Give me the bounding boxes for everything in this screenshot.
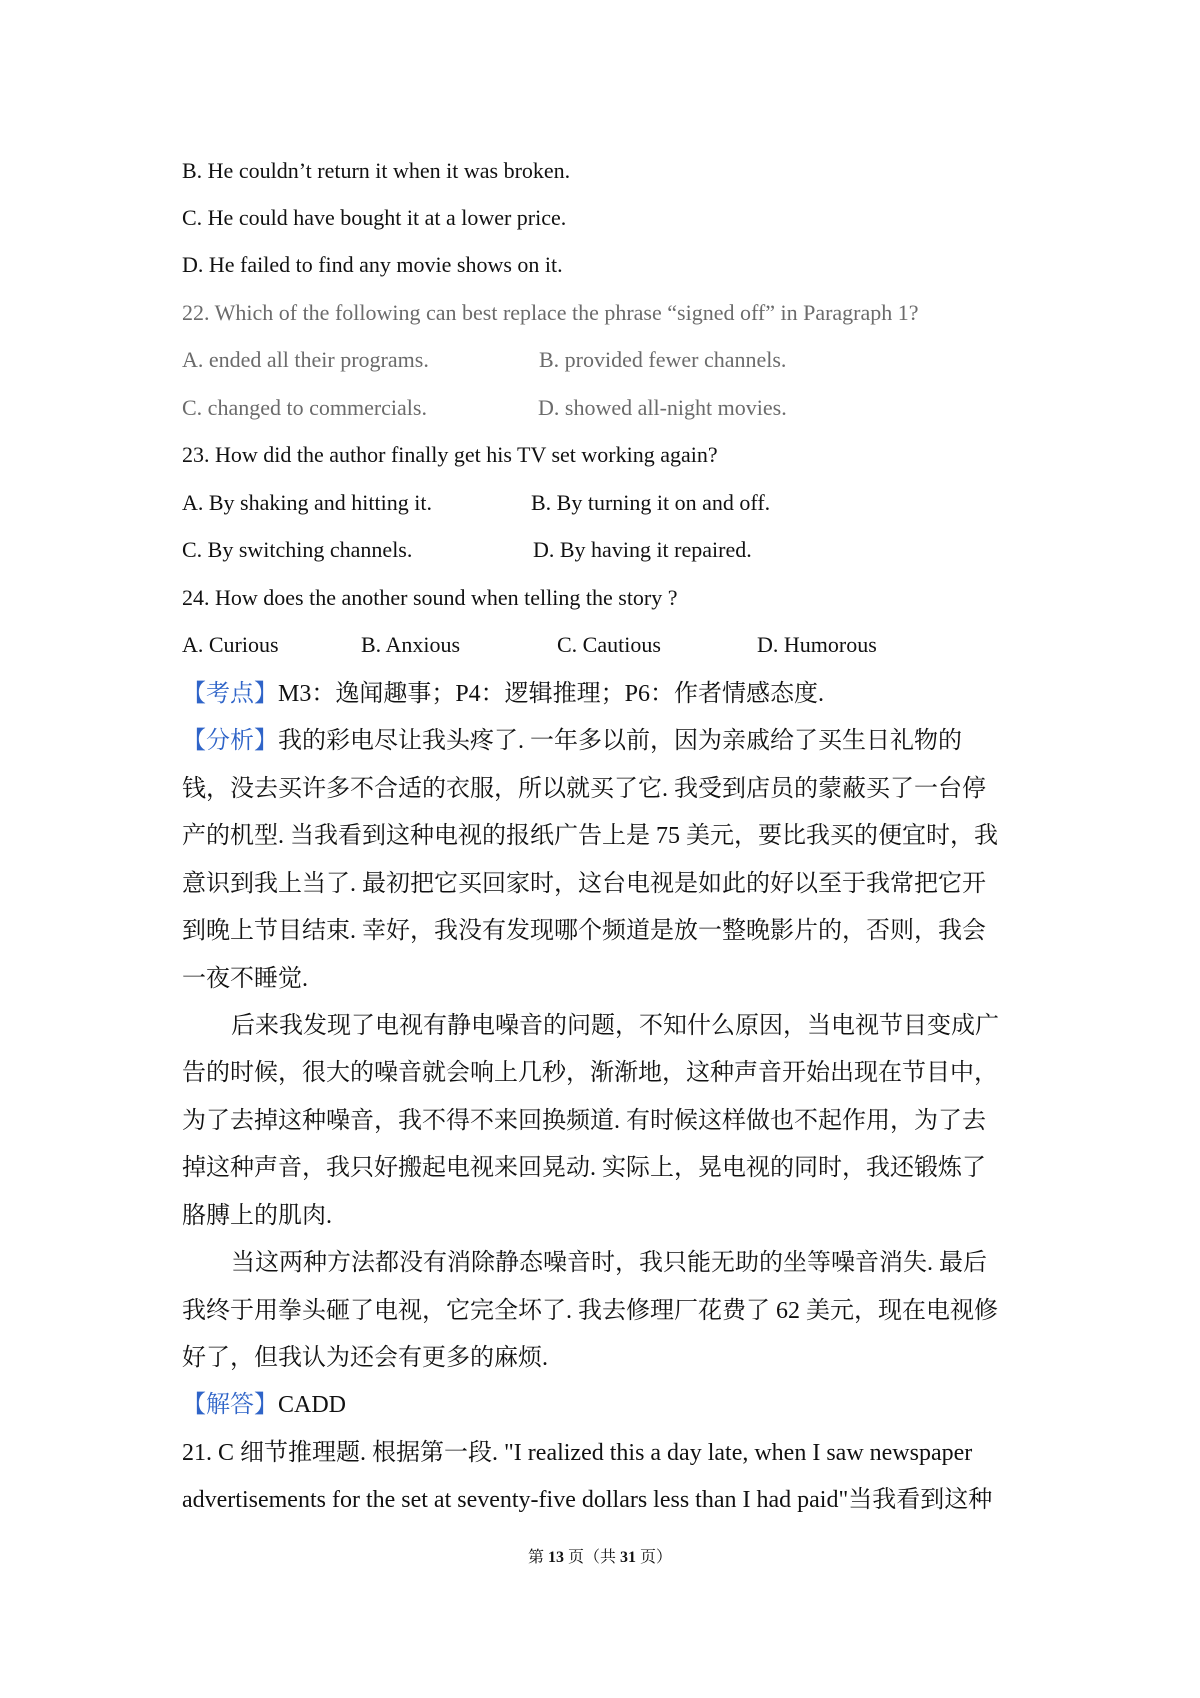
footer-total-pages: 31 xyxy=(620,1549,636,1566)
q22-option-c: C. changed to commercials. xyxy=(182,395,427,420)
q21-explain-line-2: advertisements for the set at seventy-five dollars less than I had paid"当我看到这种 xyxy=(182,1487,993,1513)
q22-stem: 22. Which of the following can best replace the phrase “signed off” in Paragraph 1? xyxy=(182,300,919,325)
q24-stem: 24. How does the another sound when telling the story ? xyxy=(182,585,678,610)
kaodian-line xyxy=(182,671,1024,719)
q22-option-d: D. showed all-night movies. xyxy=(538,395,787,420)
q21-option-c: C. He could have bought it at a lower price. xyxy=(182,205,567,230)
para2-line-1: 后来我发现了电视有静电噪音的问题，不知什么原因，当电视节目变成广 xyxy=(231,1013,999,1039)
jieda-line xyxy=(182,1382,1024,1430)
q22-option-b: B. provided fewer channels. xyxy=(539,347,787,372)
q24-option-a: A. Curious xyxy=(182,632,279,657)
fenxi-line-2: 钱，没去买许多不合适的衣服，所以就买了它. 我受到店员的蒙蔽买了一台停 xyxy=(182,776,986,802)
para2-line-2: 告的时候，很大的噪音就会响上几秒，渐渐地，这种声音开始出现在节目中， xyxy=(182,1060,998,1086)
q24-option-c: C. Cautious xyxy=(557,632,661,657)
fenxi-line-3: 产的机型. 当我看到这种电视的报纸广告上是 75 美元，要比我买的便宜时，我 xyxy=(182,823,998,849)
fenxi-label: 【分析】 xyxy=(182,728,278,754)
para2-line-5: 胳膊上的肌肉. xyxy=(182,1203,332,1229)
q24-option-b: B. Anxious xyxy=(361,632,461,657)
q23-stem: 23. How did the author finally get his TV set working again? xyxy=(182,442,718,467)
q21-option-b: B. He couldn’t return it when it was broken. xyxy=(182,158,571,183)
kaodian-text: M3：逸闻趣事；P4：逻辑推理；P6：作者情感态度. xyxy=(278,681,825,707)
fenxi-line-4: 意识到我上当了. 最初把它买回家时，这台电视是如此的好以至于我常把它开 xyxy=(182,871,986,897)
q23-option-c: C. By switching channels. xyxy=(182,537,413,562)
para3-line-1: 当这两种方法都没有消除静态噪音时，我只能无助的坐等噪音消失. 最后 xyxy=(231,1250,987,1276)
q22-option-a: A. ended all their programs. xyxy=(182,347,429,372)
jieda-text: CADD xyxy=(278,1392,347,1418)
footer-middle: 页（共 xyxy=(563,1549,620,1566)
q23-option-a: A. By shaking and hitting it. xyxy=(182,490,432,515)
q23-option-b: B. By turning it on and off. xyxy=(531,490,771,515)
q21-option-d: D. He failed to find any movie shows on it. xyxy=(182,252,563,277)
page-footer xyxy=(0,1547,1200,1569)
fenxi-line-5: 到晚上节目结束. 幸好，我没有发现哪个频道是放一整晚影片的，否则，我会 xyxy=(182,918,986,944)
fenxi-text-1: 我的彩电尽让我头疼了. 一年多以前，因为亲戚给了买生日礼物的 xyxy=(278,728,962,754)
q21-explain-line-1: 21. C 细节推理题. 根据第一段. "I realized this a day late, when I saw newspaper xyxy=(182,1440,973,1466)
kaodian-label: 【考点】 xyxy=(182,681,278,707)
para2-line-3: 为了去掉这种噪音，我不得不来回换频道. 有时候这样做也不起作用，为了去 xyxy=(182,1108,986,1134)
footer-page-number: 13 xyxy=(547,1549,564,1566)
footer-prefix: 第 xyxy=(527,1549,548,1566)
para3-line-3: 好了，但我认为还会有更多的麻烦. xyxy=(182,1345,548,1371)
q23-option-d: D. By having it repaired. xyxy=(533,537,752,562)
para3-line-2: 我终于用拳头砸了电视，它完全坏了. 我去修理厂花费了 62 美元，现在电视修 xyxy=(182,1298,998,1324)
para2-line-4: 掉这种声音，我只好搬起电视来回晃动. 实际上，晃电视的同时，我还锻炼了 xyxy=(182,1155,986,1181)
fenxi-line-6: 一夜不睡觉. xyxy=(182,966,308,992)
jieda-label: 【解答】 xyxy=(182,1392,278,1418)
footer-suffix: 页） xyxy=(636,1549,673,1566)
fenxi-line-1 xyxy=(182,718,1024,766)
q24-option-d: D. Humorous xyxy=(757,632,877,657)
